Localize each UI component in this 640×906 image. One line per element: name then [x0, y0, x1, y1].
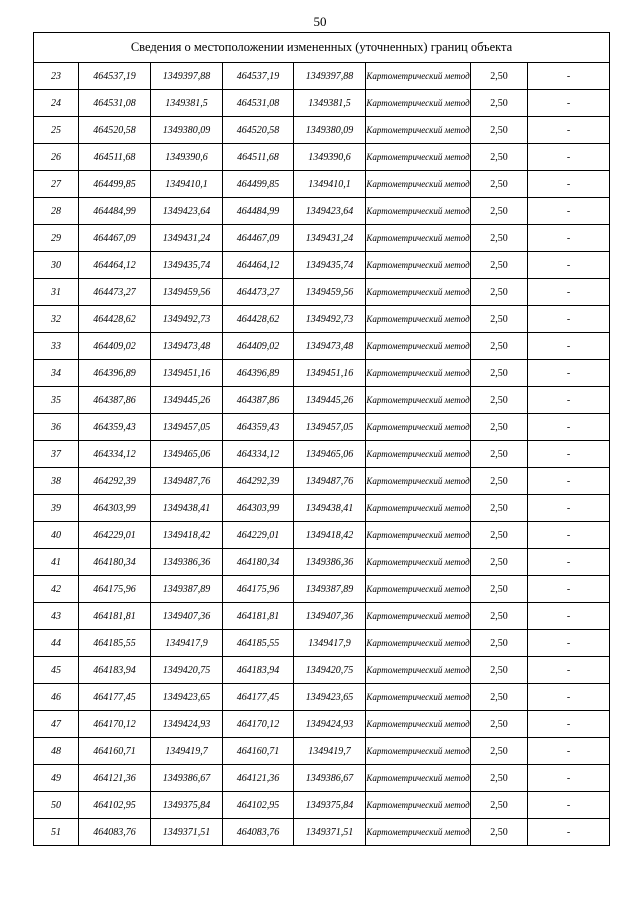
point-number-cell: 42: [34, 576, 79, 603]
table-row: [34, 603, 610, 630]
y-coordinate-new-cell: 1349387,89: [294, 576, 366, 603]
x-coordinate-existing-cell: 464537,19: [79, 63, 151, 90]
table-row: [34, 792, 610, 819]
accuracy-cell: 2,50: [471, 279, 528, 306]
x-coordinate-new-cell: 464359,43: [223, 414, 294, 441]
x-coordinate-new-cell: 464484,99: [223, 198, 294, 225]
method-cell: Картометрический метод: [366, 360, 471, 387]
y-coordinate-new-cell: 1349431,24: [294, 225, 366, 252]
point-number-cell: 49: [34, 765, 79, 792]
y-coordinate-new-cell: 1349386,67: [294, 765, 366, 792]
y-coordinate-new-cell: 1349473,48: [294, 333, 366, 360]
point-number-cell: 26: [34, 144, 79, 171]
note-cell: -: [528, 603, 610, 630]
x-coordinate-existing-cell: 464183,94: [79, 657, 151, 684]
x-coordinate-existing-cell: 464359,43: [79, 414, 151, 441]
note-cell: -: [528, 117, 610, 144]
accuracy-cell: 2,50: [471, 792, 528, 819]
accuracy-cell: 2,50: [471, 306, 528, 333]
point-number-cell: 40: [34, 522, 79, 549]
accuracy-cell: 2,50: [471, 576, 528, 603]
y-coordinate-existing-cell: 1349465,06: [151, 441, 223, 468]
y-coordinate-existing-cell: 1349420,75: [151, 657, 223, 684]
y-coordinate-new-cell: 1349418,42: [294, 522, 366, 549]
x-coordinate-new-cell: 464467,09: [223, 225, 294, 252]
table-row: [34, 90, 610, 117]
x-coordinate-existing-cell: 464102,95: [79, 792, 151, 819]
table-header-row: [34, 33, 610, 63]
table-row: [34, 63, 610, 90]
table-row: [34, 576, 610, 603]
method-cell: Картометрический метод: [366, 549, 471, 576]
table-row: [34, 306, 610, 333]
note-cell: -: [528, 198, 610, 225]
note-cell: -: [528, 684, 610, 711]
y-coordinate-new-cell: 1349410,1: [294, 171, 366, 198]
table-row: [34, 333, 610, 360]
y-coordinate-existing-cell: 1349387,89: [151, 576, 223, 603]
note-cell: -: [528, 711, 610, 738]
x-coordinate-existing-cell: 464180,34: [79, 549, 151, 576]
x-coordinate-existing-cell: 464387,86: [79, 387, 151, 414]
accuracy-cell: 2,50: [471, 90, 528, 117]
x-coordinate-new-cell: 464511,68: [223, 144, 294, 171]
note-cell: -: [528, 630, 610, 657]
point-number-cell: 33: [34, 333, 79, 360]
y-coordinate-new-cell: 1349420,75: [294, 657, 366, 684]
x-coordinate-existing-cell: 464428,62: [79, 306, 151, 333]
y-coordinate-new-cell: 1349459,56: [294, 279, 366, 306]
accuracy-cell: 2,50: [471, 252, 528, 279]
y-coordinate-existing-cell: 1349375,84: [151, 792, 223, 819]
table-row: [34, 657, 610, 684]
note-cell: -: [528, 792, 610, 819]
point-number-cell: 48: [34, 738, 79, 765]
x-coordinate-existing-cell: 464531,08: [79, 90, 151, 117]
x-coordinate-existing-cell: 464484,99: [79, 198, 151, 225]
note-cell: -: [528, 657, 610, 684]
point-number-cell: 43: [34, 603, 79, 630]
accuracy-cell: 2,50: [471, 738, 528, 765]
x-coordinate-existing-cell: 464177,45: [79, 684, 151, 711]
accuracy-cell: 2,50: [471, 63, 528, 90]
note-cell: -: [528, 171, 610, 198]
x-coordinate-new-cell: 464175,96: [223, 576, 294, 603]
point-number-cell: 50: [34, 792, 79, 819]
accuracy-cell: 2,50: [471, 819, 528, 846]
note-cell: -: [528, 144, 610, 171]
point-number-cell: 29: [34, 225, 79, 252]
y-coordinate-existing-cell: 1349424,93: [151, 711, 223, 738]
accuracy-cell: 2,50: [471, 225, 528, 252]
note-cell: -: [528, 63, 610, 90]
x-coordinate-new-cell: 464537,19: [223, 63, 294, 90]
method-cell: Картометрический метод: [366, 90, 471, 117]
x-coordinate-existing-cell: 464334,12: [79, 441, 151, 468]
accuracy-cell: 2,50: [471, 171, 528, 198]
x-coordinate-new-cell: 464387,86: [223, 387, 294, 414]
accuracy-cell: 2,50: [471, 117, 528, 144]
method-cell: Картометрический метод: [366, 630, 471, 657]
point-number-cell: 51: [34, 819, 79, 846]
y-coordinate-existing-cell: 1349380,09: [151, 117, 223, 144]
method-cell: Картометрический метод: [366, 819, 471, 846]
y-coordinate-new-cell: 1349371,51: [294, 819, 366, 846]
point-number-cell: 31: [34, 279, 79, 306]
method-cell: Картометрический метод: [366, 522, 471, 549]
x-coordinate-existing-cell: 464170,12: [79, 711, 151, 738]
y-coordinate-existing-cell: 1349438,41: [151, 495, 223, 522]
table-row: [34, 387, 610, 414]
note-cell: -: [528, 333, 610, 360]
method-cell: Картометрический метод: [366, 171, 471, 198]
x-coordinate-existing-cell: 464229,01: [79, 522, 151, 549]
y-coordinate-existing-cell: 1349435,74: [151, 252, 223, 279]
x-coordinate-existing-cell: 464409,02: [79, 333, 151, 360]
table-row: [34, 144, 610, 171]
x-coordinate-existing-cell: 464467,09: [79, 225, 151, 252]
note-cell: -: [528, 360, 610, 387]
note-cell: -: [528, 252, 610, 279]
note-cell: -: [528, 441, 610, 468]
x-coordinate-new-cell: 464177,45: [223, 684, 294, 711]
point-number-cell: 41: [34, 549, 79, 576]
y-coordinate-existing-cell: 1349473,48: [151, 333, 223, 360]
method-cell: Картометрический метод: [366, 441, 471, 468]
accuracy-cell: 2,50: [471, 198, 528, 225]
point-number-cell: 39: [34, 495, 79, 522]
point-number-cell: 25: [34, 117, 79, 144]
x-coordinate-existing-cell: 464473,27: [79, 279, 151, 306]
accuracy-cell: 2,50: [471, 657, 528, 684]
y-coordinate-existing-cell: 1349457,05: [151, 414, 223, 441]
x-coordinate-new-cell: 464334,12: [223, 441, 294, 468]
y-coordinate-existing-cell: 1349419,7: [151, 738, 223, 765]
table-row: [34, 630, 610, 657]
accuracy-cell: 2,50: [471, 387, 528, 414]
point-number-cell: 24: [34, 90, 79, 117]
table-row: [34, 684, 610, 711]
point-number-cell: 46: [34, 684, 79, 711]
x-coordinate-existing-cell: 464185,55: [79, 630, 151, 657]
method-cell: Картометрический метод: [366, 414, 471, 441]
accuracy-cell: 2,50: [471, 522, 528, 549]
y-coordinate-new-cell: 1349380,09: [294, 117, 366, 144]
y-coordinate-new-cell: 1349423,64: [294, 198, 366, 225]
x-coordinate-existing-cell: 464396,89: [79, 360, 151, 387]
x-coordinate-new-cell: 464083,76: [223, 819, 294, 846]
method-cell: Картометрический метод: [366, 711, 471, 738]
method-cell: Картометрический метод: [366, 333, 471, 360]
x-coordinate-existing-cell: 464292,39: [79, 468, 151, 495]
accuracy-cell: 2,50: [471, 630, 528, 657]
table-row: [34, 495, 610, 522]
method-cell: Картометрический метод: [366, 495, 471, 522]
y-coordinate-existing-cell: 1349371,51: [151, 819, 223, 846]
x-coordinate-new-cell: 464531,08: [223, 90, 294, 117]
table-row: [34, 522, 610, 549]
method-cell: Картометрический метод: [366, 63, 471, 90]
point-number-cell: 36: [34, 414, 79, 441]
x-coordinate-new-cell: 464520,58: [223, 117, 294, 144]
table-row: [34, 414, 610, 441]
table-row: [34, 171, 610, 198]
table-row: [34, 819, 610, 846]
y-coordinate-new-cell: 1349386,36: [294, 549, 366, 576]
y-coordinate-new-cell: 1349375,84: [294, 792, 366, 819]
accuracy-cell: 2,50: [471, 441, 528, 468]
point-number-cell: 37: [34, 441, 79, 468]
method-cell: Картометрический метод: [366, 603, 471, 630]
accuracy-cell: 2,50: [471, 549, 528, 576]
method-cell: Картометрический метод: [366, 684, 471, 711]
y-coordinate-existing-cell: 1349397,88: [151, 63, 223, 90]
page-number: 50: [313, 14, 327, 29]
table-title: Сведения о местоположении измененных (уточненных) границ объекта: [34, 33, 610, 63]
table-row: [34, 441, 610, 468]
point-number-cell: 38: [34, 468, 79, 495]
x-coordinate-new-cell: 464396,89: [223, 360, 294, 387]
y-coordinate-existing-cell: 1349407,36: [151, 603, 223, 630]
y-coordinate-existing-cell: 1349381,5: [151, 90, 223, 117]
method-cell: Картометрический метод: [366, 576, 471, 603]
accuracy-cell: 2,50: [471, 684, 528, 711]
method-cell: Картометрический метод: [366, 765, 471, 792]
y-coordinate-new-cell: 1349419,7: [294, 738, 366, 765]
accuracy-cell: 2,50: [471, 144, 528, 171]
method-cell: Картометрический метод: [366, 792, 471, 819]
point-number-cell: 23: [34, 63, 79, 90]
x-coordinate-new-cell: 464303,99: [223, 495, 294, 522]
x-coordinate-new-cell: 464464,12: [223, 252, 294, 279]
table-row: [34, 765, 610, 792]
y-coordinate-new-cell: 1349445,26: [294, 387, 366, 414]
point-number-cell: 34: [34, 360, 79, 387]
note-cell: -: [528, 738, 610, 765]
accuracy-cell: 2,50: [471, 765, 528, 792]
x-coordinate-existing-cell: 464520,58: [79, 117, 151, 144]
note-cell: -: [528, 819, 610, 846]
note-cell: -: [528, 549, 610, 576]
table-row: [34, 549, 610, 576]
note-cell: -: [528, 225, 610, 252]
method-cell: Картометрический метод: [366, 657, 471, 684]
x-coordinate-new-cell: 464102,95: [223, 792, 294, 819]
x-coordinate-existing-cell: 464160,71: [79, 738, 151, 765]
y-coordinate-existing-cell: 1349459,56: [151, 279, 223, 306]
note-cell: -: [528, 576, 610, 603]
x-coordinate-new-cell: 464160,71: [223, 738, 294, 765]
y-coordinate-existing-cell: 1349423,65: [151, 684, 223, 711]
point-number-cell: 45: [34, 657, 79, 684]
y-coordinate-existing-cell: 1349423,64: [151, 198, 223, 225]
point-number-cell: 47: [34, 711, 79, 738]
table-row: [34, 225, 610, 252]
accuracy-cell: 2,50: [471, 711, 528, 738]
y-coordinate-existing-cell: 1349487,76: [151, 468, 223, 495]
x-coordinate-existing-cell: 464511,68: [79, 144, 151, 171]
x-coordinate-new-cell: 464428,62: [223, 306, 294, 333]
note-cell: -: [528, 90, 610, 117]
x-coordinate-existing-cell: 464464,12: [79, 252, 151, 279]
method-cell: Картометрический метод: [366, 306, 471, 333]
table-row: [34, 198, 610, 225]
y-coordinate-new-cell: 1349487,76: [294, 468, 366, 495]
y-coordinate-existing-cell: 1349445,26: [151, 387, 223, 414]
y-coordinate-new-cell: 1349465,06: [294, 441, 366, 468]
x-coordinate-existing-cell: 464303,99: [79, 495, 151, 522]
y-coordinate-existing-cell: 1349390,6: [151, 144, 223, 171]
y-coordinate-existing-cell: 1349386,36: [151, 549, 223, 576]
note-cell: -: [528, 279, 610, 306]
note-cell: -: [528, 387, 610, 414]
table-row: [34, 252, 610, 279]
method-cell: Картометрический метод: [366, 279, 471, 306]
point-number-cell: 32: [34, 306, 79, 333]
method-cell: Картометрический метод: [366, 468, 471, 495]
x-coordinate-new-cell: 464170,12: [223, 711, 294, 738]
y-coordinate-new-cell: 1349424,93: [294, 711, 366, 738]
accuracy-cell: 2,50: [471, 468, 528, 495]
x-coordinate-new-cell: 464473,27: [223, 279, 294, 306]
y-coordinate-existing-cell: 1349492,73: [151, 306, 223, 333]
table-row: [34, 738, 610, 765]
x-coordinate-new-cell: 464292,39: [223, 468, 294, 495]
x-coordinate-new-cell: 464499,85: [223, 171, 294, 198]
x-coordinate-existing-cell: 464121,36: [79, 765, 151, 792]
accuracy-cell: 2,50: [471, 360, 528, 387]
note-cell: -: [528, 468, 610, 495]
point-number-cell: 44: [34, 630, 79, 657]
table-row: [34, 468, 610, 495]
note-cell: -: [528, 306, 610, 333]
note-cell: -: [528, 765, 610, 792]
y-coordinate-new-cell: 1349397,88: [294, 63, 366, 90]
point-number-cell: 30: [34, 252, 79, 279]
point-number-cell: 27: [34, 171, 79, 198]
table-row: [34, 711, 610, 738]
method-cell: Картометрический метод: [366, 387, 471, 414]
x-coordinate-new-cell: 464181,81: [223, 603, 294, 630]
table-row: [34, 117, 610, 144]
accuracy-cell: 2,50: [471, 495, 528, 522]
y-coordinate-existing-cell: 1349418,42: [151, 522, 223, 549]
note-cell: -: [528, 522, 610, 549]
y-coordinate-new-cell: 1349390,6: [294, 144, 366, 171]
y-coordinate-new-cell: 1349457,05: [294, 414, 366, 441]
x-coordinate-new-cell: 464185,55: [223, 630, 294, 657]
y-coordinate-new-cell: 1349381,5: [294, 90, 366, 117]
table-row: [34, 360, 610, 387]
x-coordinate-existing-cell: 464175,96: [79, 576, 151, 603]
accuracy-cell: 2,50: [471, 414, 528, 441]
method-cell: Картометрический метод: [366, 117, 471, 144]
x-coordinate-new-cell: 464229,01: [223, 522, 294, 549]
y-coordinate-new-cell: 1349492,73: [294, 306, 366, 333]
method-cell: Картометрический метод: [366, 738, 471, 765]
method-cell: Картометрический метод: [366, 144, 471, 171]
x-coordinate-existing-cell: 464499,85: [79, 171, 151, 198]
y-coordinate-new-cell: 1349438,41: [294, 495, 366, 522]
y-coordinate-new-cell: 1349451,16: [294, 360, 366, 387]
y-coordinate-existing-cell: 1349410,1: [151, 171, 223, 198]
x-coordinate-new-cell: 464180,34: [223, 549, 294, 576]
x-coordinate-existing-cell: 464083,76: [79, 819, 151, 846]
x-coordinate-existing-cell: 464181,81: [79, 603, 151, 630]
y-coordinate-existing-cell: 1349431,24: [151, 225, 223, 252]
y-coordinate-existing-cell: 1349417,9: [151, 630, 223, 657]
table-row: [34, 279, 610, 306]
x-coordinate-new-cell: 464183,94: [223, 657, 294, 684]
method-cell: Картометрический метод: [366, 225, 471, 252]
x-coordinate-new-cell: 464121,36: [223, 765, 294, 792]
note-cell: -: [528, 414, 610, 441]
point-number-cell: 28: [34, 198, 79, 225]
note-cell: -: [528, 495, 610, 522]
boundary-coordinates-table: [33, 32, 610, 846]
method-cell: Картометрический метод: [366, 198, 471, 225]
y-coordinate-new-cell: 1349435,74: [294, 252, 366, 279]
y-coordinate-new-cell: 1349423,65: [294, 684, 366, 711]
accuracy-cell: 2,50: [471, 333, 528, 360]
y-coordinate-existing-cell: 1349451,16: [151, 360, 223, 387]
x-coordinate-new-cell: 464409,02: [223, 333, 294, 360]
accuracy-cell: 2,50: [471, 603, 528, 630]
y-coordinate-new-cell: 1349417,9: [294, 630, 366, 657]
y-coordinate-new-cell: 1349407,36: [294, 603, 366, 630]
method-cell: Картометрический метод: [366, 252, 471, 279]
y-coordinate-existing-cell: 1349386,67: [151, 765, 223, 792]
point-number-cell: 35: [34, 387, 79, 414]
